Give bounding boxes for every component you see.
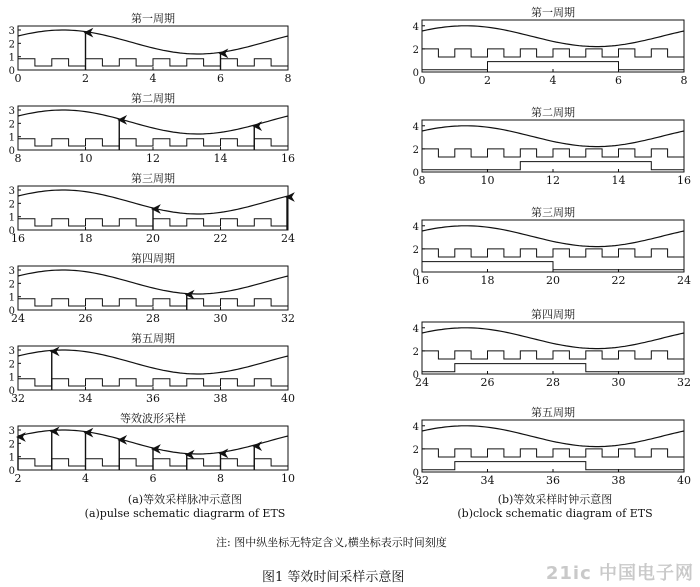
y-tick-label: 1 bbox=[8, 212, 15, 224]
watermark-logo: 21ic 中国电子网 bbox=[545, 563, 694, 584]
y-tick-label: 3 bbox=[8, 266, 15, 277]
y-tick-label: 2 bbox=[8, 119, 15, 131]
y-tick-label: 4 bbox=[412, 121, 419, 133]
waveform-line bbox=[18, 110, 288, 134]
x-tick-label: 4 bbox=[549, 74, 557, 87]
subplot-title-a1: 第一周期 bbox=[131, 12, 175, 25]
y-tick-label: 3 bbox=[8, 186, 15, 197]
x-tick-label: 28 bbox=[146, 312, 160, 325]
y-tick-label: 0 bbox=[8, 466, 15, 477]
subplot-title-b1: 第一周期 bbox=[531, 6, 575, 19]
y-tick-label: 2 bbox=[412, 444, 419, 456]
y-tick-label: 2 bbox=[8, 199, 15, 211]
plot-frame-b5 bbox=[422, 420, 684, 472]
waveform-line bbox=[422, 126, 684, 147]
x-tick-label: 0 bbox=[418, 74, 426, 87]
x-tick-label: 40 bbox=[281, 392, 295, 405]
x-tick-label: 38 bbox=[611, 474, 626, 487]
subplot-title-a2: 第二周期 bbox=[131, 92, 175, 105]
y-tick-label: 1 bbox=[8, 292, 15, 304]
x-tick-label: 24 bbox=[281, 232, 295, 245]
pulse-train bbox=[422, 351, 684, 359]
y-tick-label: 1 bbox=[8, 52, 15, 64]
x-tick-label: 32 bbox=[11, 392, 25, 405]
x-tick-label: 6 bbox=[615, 74, 622, 87]
pulse-train bbox=[18, 139, 288, 146]
x-tick-label: 8 bbox=[217, 472, 224, 485]
y-tick-label: 0 bbox=[8, 66, 15, 77]
y-tick-label: 2 bbox=[8, 359, 15, 371]
plot-frame-b4 bbox=[422, 322, 684, 374]
y-tick-label: 4 bbox=[412, 21, 419, 33]
x-tick-label: 20 bbox=[546, 274, 560, 287]
y-tick-label: 2 bbox=[8, 279, 15, 291]
y-tick-label: 2 bbox=[412, 144, 419, 156]
x-tick-label: 34 bbox=[78, 392, 93, 405]
y-tick-label: 1 bbox=[8, 132, 15, 144]
caption-b-chinese: (b)等效采样时钟示意图 bbox=[497, 493, 613, 506]
subplot-title-b4: 第四周期 bbox=[531, 308, 575, 321]
x-tick-label: 12 bbox=[546, 174, 560, 187]
x-tick-label: 24 bbox=[11, 312, 25, 325]
y-tick-label: 4 bbox=[412, 323, 419, 335]
y-tick-label: 0 bbox=[412, 268, 419, 279]
caption-a-chinese: (a)等效采样脉冲示意图 bbox=[127, 493, 243, 506]
y-tick-label: 2 bbox=[8, 439, 15, 451]
x-tick-label: 8 bbox=[418, 174, 426, 187]
y-tick-label: 2 bbox=[412, 44, 419, 56]
y-tick-label: 2 bbox=[412, 244, 419, 256]
y-tick-label: 4 bbox=[412, 221, 419, 233]
waveform-line bbox=[422, 226, 684, 247]
plot-frame-b1 bbox=[422, 20, 684, 72]
x-tick-label: 32 bbox=[281, 312, 295, 325]
subplot-title-a4: 第四周期 bbox=[131, 252, 175, 265]
y-tick-label: 3 bbox=[8, 106, 15, 117]
figure-note: 注: 图中纵坐标无特定含义,横坐标表示时间刻度 bbox=[216, 536, 447, 549]
y-tick-label: 0 bbox=[412, 370, 419, 381]
x-tick-label: 16 bbox=[415, 274, 429, 287]
pulse-train bbox=[18, 59, 288, 66]
sampling-clock bbox=[422, 62, 684, 70]
x-tick-label: 30 bbox=[611, 376, 626, 389]
x-tick-label: 38 bbox=[213, 392, 228, 405]
pulse-train bbox=[422, 249, 684, 257]
pulse-train bbox=[18, 299, 288, 306]
x-tick-label: 28 bbox=[546, 376, 560, 389]
y-tick-label: 0 bbox=[8, 226, 15, 237]
subplot-title-a6: 等效波形采样 bbox=[120, 412, 186, 425]
x-tick-label: 10 bbox=[281, 472, 295, 485]
x-tick-label: 20 bbox=[146, 232, 160, 245]
x-tick-label: 12 bbox=[146, 152, 160, 165]
sampling-clock bbox=[422, 462, 684, 470]
pulse-train bbox=[18, 379, 288, 386]
x-tick-label: 36 bbox=[146, 392, 160, 405]
x-tick-label: 16 bbox=[281, 152, 295, 165]
sampling-clock bbox=[422, 162, 684, 170]
x-tick-label: 24 bbox=[415, 376, 429, 389]
waveform-line bbox=[422, 426, 684, 447]
x-tick-label: 2 bbox=[82, 72, 89, 85]
x-tick-label: 32 bbox=[415, 474, 429, 487]
y-tick-label: 3 bbox=[8, 346, 15, 357]
x-tick-label: 22 bbox=[213, 232, 228, 245]
x-tick-label: 22 bbox=[611, 274, 626, 287]
figure-title: 图1 等效时间采样示意图 bbox=[262, 570, 405, 585]
x-tick-label: 16 bbox=[11, 232, 25, 245]
x-tick-label: 32 bbox=[677, 376, 691, 389]
waveform-line bbox=[18, 350, 288, 374]
x-tick-label: 2 bbox=[484, 74, 491, 87]
x-tick-label: 10 bbox=[78, 152, 93, 165]
subplot-title-a5: 第五周期 bbox=[131, 332, 175, 345]
x-tick-label: 26 bbox=[480, 376, 495, 389]
x-tick-label: 10 bbox=[480, 174, 495, 187]
x-tick-label: 16 bbox=[677, 174, 691, 187]
pulse-train bbox=[422, 49, 684, 57]
x-tick-label: 18 bbox=[78, 232, 93, 245]
y-tick-label: 1 bbox=[8, 452, 15, 464]
sampling-clock bbox=[422, 364, 684, 372]
x-tick-label: 8 bbox=[14, 152, 22, 165]
y-tick-label: 0 bbox=[412, 468, 419, 479]
x-tick-label: 14 bbox=[213, 152, 228, 165]
x-tick-label: 4 bbox=[149, 72, 157, 85]
x-tick-label: 2 bbox=[14, 472, 22, 485]
x-tick-label: 24 bbox=[677, 274, 691, 287]
y-tick-label: 1 bbox=[8, 372, 15, 384]
x-tick-label: 8 bbox=[284, 72, 292, 85]
x-tick-label: 30 bbox=[213, 312, 228, 325]
x-tick-label: 26 bbox=[78, 312, 93, 325]
x-tick-label: 36 bbox=[546, 474, 560, 487]
y-tick-label: 0 bbox=[8, 386, 15, 397]
waveform-line bbox=[18, 270, 288, 294]
x-tick-label: 0 bbox=[14, 72, 22, 85]
pulse-train bbox=[422, 149, 684, 157]
x-tick-label: 4 bbox=[82, 472, 89, 485]
y-tick-label: 0 bbox=[412, 68, 419, 79]
y-tick-label: 3 bbox=[8, 426, 15, 437]
x-tick-label: 40 bbox=[677, 474, 691, 487]
pulse-train bbox=[422, 449, 684, 457]
waveform-line bbox=[422, 26, 684, 47]
y-tick-label: 4 bbox=[412, 421, 419, 433]
subplot-title-b5: 第五周期 bbox=[531, 406, 575, 419]
plot-frame-b2 bbox=[422, 120, 684, 172]
subplot-title-b3: 第三周期 bbox=[531, 206, 575, 219]
waveform-line bbox=[18, 30, 288, 54]
x-tick-label: 34 bbox=[480, 474, 495, 487]
subplot-title-b2: 第二周期 bbox=[531, 106, 575, 119]
x-tick-label: 6 bbox=[149, 472, 157, 485]
waveform-line bbox=[422, 328, 684, 349]
y-tick-label: 0 bbox=[8, 306, 15, 317]
x-tick-label: 18 bbox=[480, 274, 495, 287]
sampling-clock bbox=[422, 262, 684, 270]
y-tick-label: 3 bbox=[8, 26, 15, 37]
subplot-title-a3: 第三周期 bbox=[131, 172, 175, 185]
x-tick-label: 14 bbox=[611, 174, 626, 187]
y-tick-label: 0 bbox=[8, 146, 15, 157]
y-tick-label: 2 bbox=[412, 346, 419, 358]
y-tick-label: 2 bbox=[8, 39, 15, 51]
y-tick-label: 0 bbox=[412, 168, 419, 179]
x-tick-label: 8 bbox=[680, 74, 688, 87]
x-tick-label: 6 bbox=[217, 72, 224, 85]
caption-b-english: (b)clock schematic diagram of ETS bbox=[457, 507, 653, 520]
caption-a-english: (a)pulse schematic diagrarm of ETS bbox=[84, 507, 286, 520]
